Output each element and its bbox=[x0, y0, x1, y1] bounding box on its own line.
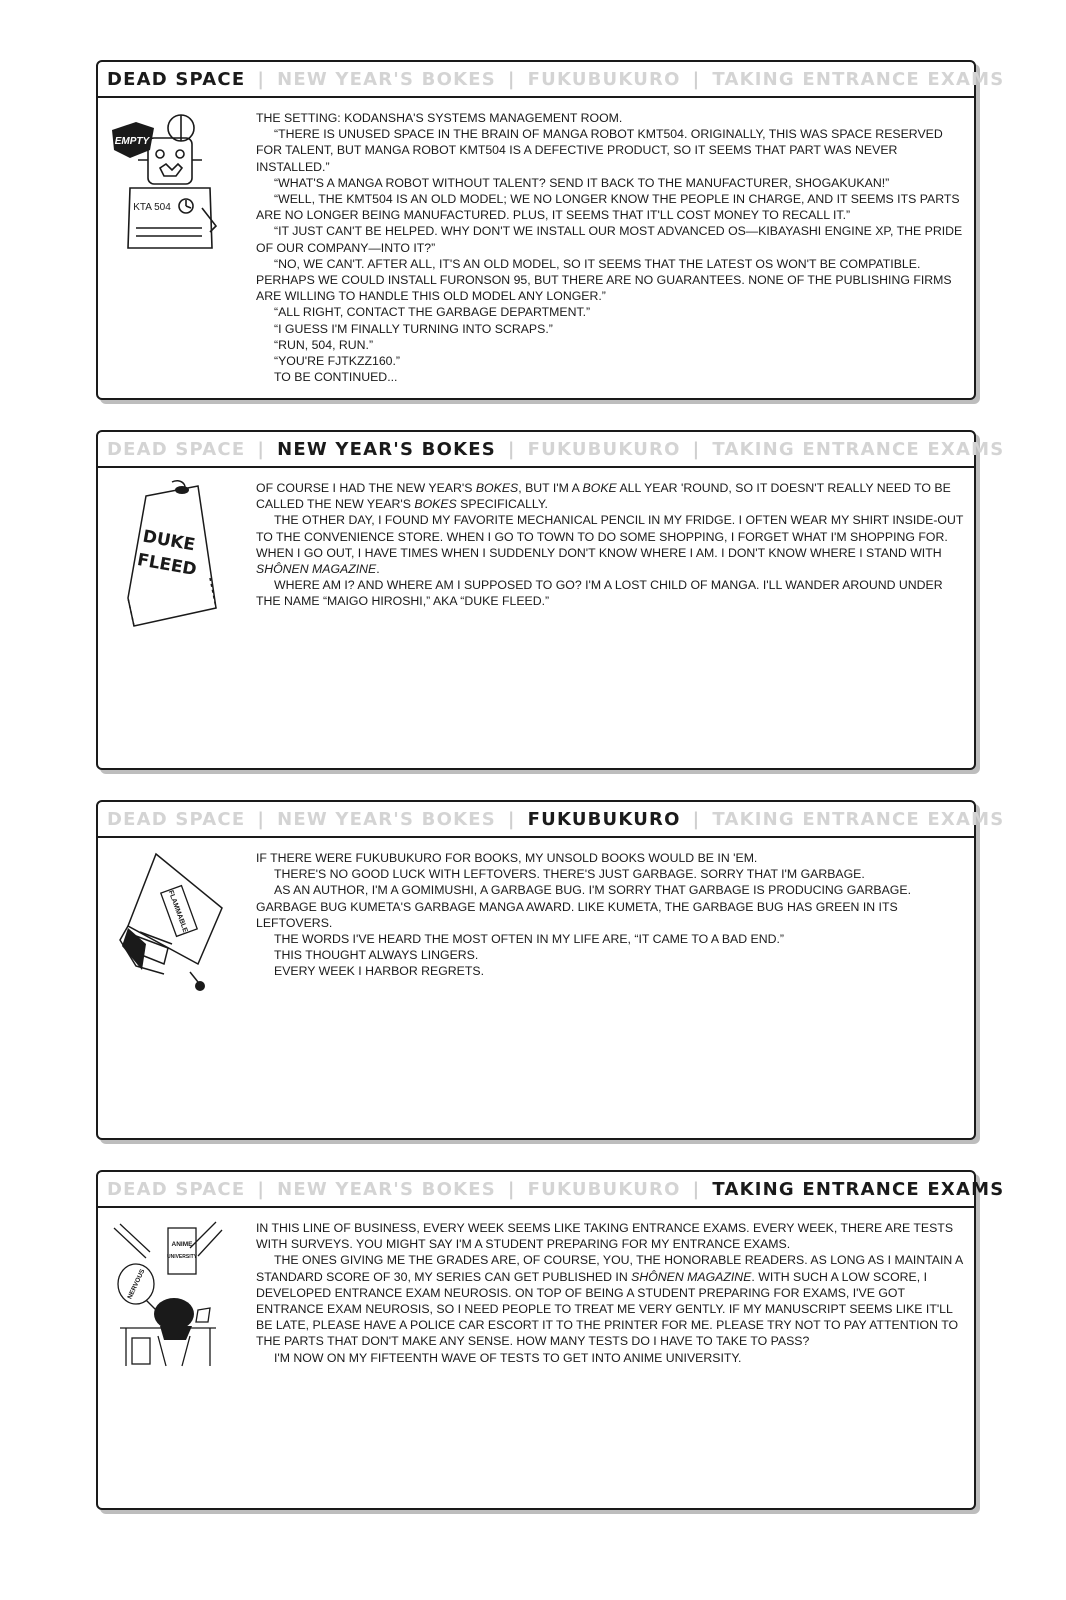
tab-taking-entrance-exams[interactable]: TAKING ENTRANCE EXAMS bbox=[712, 1178, 1005, 1200]
robot-illustration bbox=[106, 108, 224, 258]
duke-fleed-sign-illustration bbox=[106, 478, 224, 628]
paragraph: EVERY WEEK I HARBOR REGRETS. bbox=[274, 964, 485, 979]
tab-fukubukuro[interactable]: FUKUBUKURO bbox=[527, 68, 681, 90]
tab-taking-entrance-exams[interactable]: TAKING ENTRANCE EXAMS bbox=[712, 68, 1005, 90]
tab-separator: | bbox=[257, 438, 266, 460]
paragraph: “NO, WE CAN'T. AFTER ALL, IT'S AN OLD MODEL, SO IT SEEMS THAT THE LATEST OS WON'T BE COMPATIBLE. PERHAPS WE COULD INSTALL FURONSON 95, BUT THERE ARE NO GUARANTEES. NONE OF THE PUBLISHING FIRMS ARE WILLING TO HANDLE THIS OLD MODEL ANY LONGER.” bbox=[256, 256, 952, 304]
paragraph: OF COURSE I HAD THE NEW YEAR'S BOKES, BUT I'M A BOKE ALL YEAR 'ROUND, SO IT DOESN'T REALLY NEED TO BE CALLED THE NEW YEAR'S BOKES SPECIFICALLY. bbox=[256, 481, 951, 512]
robot-body-label: KTA 504 bbox=[133, 202, 171, 213]
tab-separator: | bbox=[692, 438, 701, 460]
tab-bar bbox=[98, 62, 1005, 98]
paragraph: “RUN, 504, RUN.” bbox=[274, 337, 374, 352]
garbage-bag-illustration bbox=[106, 848, 224, 998]
panel-dead-space bbox=[96, 60, 1005, 400]
tab-bar bbox=[98, 802, 1005, 838]
tab-separator: | bbox=[257, 68, 266, 90]
tab-new-years-bokes[interactable]: NEW YEAR'S BOKES bbox=[277, 68, 496, 90]
paragraph: THIS THOUGHT ALWAYS LINGERS. bbox=[274, 948, 479, 963]
tab-separator: | bbox=[692, 68, 701, 90]
paragraph: THE ONES GIVING ME THE GRADES ARE, OF COURSE, YOU, THE HONORABLE READERS. AS LONG AS I MAINTAIN A STANDARD SCORE OF 30, MY SERIES CAN GET PUBLISHED IN SHÔNEN MAGAZINE. WITH SUCH A LOW SCORE, I DEVELOPED ENTRANCE EXAM NEUROSIS. ON TOP OF BEING A STUDENT PREPARING FOR EXAMS, I'VE GOT ENTRANCE EXAM NEUROSIS, SO I NEED PEOPLE TO TREAT ME VERY GENTLY. IF MY MANUSCRIPT SEEMS LIKE IT'LL BE LATE, PLEASE HAVE A POLICE CAR ESCORT IT TO THE PRINTER FOR ME. PLEASE TRY NOT TO PAY ATTENTION TO THE PARTS THAT DON'T MAKE ANY SENSE. HOW MANY TESTS DO I HAVE TO TAKE TO PASS? bbox=[256, 1253, 963, 1349]
tab-bar bbox=[98, 1172, 1005, 1208]
tab-separator: | bbox=[507, 1178, 516, 1200]
dead-space-text bbox=[256, 110, 968, 385]
tab-dead-space[interactable]: DEAD SPACE bbox=[107, 438, 246, 460]
tab-new-years-bokes[interactable]: NEW YEAR'S BOKES bbox=[277, 808, 496, 830]
panel-fukubukuro bbox=[96, 800, 1005, 1140]
tab-taking-entrance-exams[interactable]: TAKING ENTRANCE EXAMS bbox=[712, 438, 1005, 460]
paragraph: “WHAT'S A MANGA ROBOT WITHOUT TALENT? SEND IT BACK TO THE MANUFACTURER, SHOGAKUKAN!” bbox=[274, 175, 890, 190]
entrance-exams-text bbox=[256, 1220, 968, 1366]
paragraph: I'M NOW ON MY FIFTEENTH WAVE OF TESTS TO GET INTO ANIME UNIVERSITY. bbox=[274, 1350, 742, 1365]
paragraph: “THERE IS UNUSED SPACE IN THE BRAIN OF MANGA ROBOT KMT504. ORIGINALLY, THIS WAS SPACE RESERVED FOR TALENT, BUT MANGA ROBOT KMT504 IS A DEFECTIVE PRODUCT, SO IT SEEMS THAT PART WAS NEVER INSTALLED.” bbox=[256, 127, 943, 174]
empty-bubble-label: EMPTY bbox=[114, 136, 150, 147]
tab-bar bbox=[98, 432, 1005, 468]
tab-separator: | bbox=[507, 438, 516, 460]
paragraph: TO BE CONTINUED... bbox=[274, 370, 398, 385]
tab-fukubukuro[interactable]: FUKUBUKURO bbox=[527, 1178, 681, 1200]
paragraph: “ALL RIGHT, CONTACT THE GARBAGE DEPARTMENT.” bbox=[274, 305, 591, 320]
paragraph: WHERE AM I? AND WHERE AM I SUPPOSED TO GO? I'M A LOST CHILD OF MANGA. I'LL WANDER AROUND UNDER THE NAME “MAIGO HIROSHI,” AKA “DUKE FLEED.” bbox=[256, 578, 943, 609]
flammable-tag-label: FLAMMABLE bbox=[166, 889, 189, 934]
paragraph: AS AN AUTHOR, I'M A GOMIMUSHI, A GARBAGE BUG. I'M SORRY THAT GARBAGE IS PRODUCING GARBAGE. GARBAGE BUG KUMETA'S GARBAGE MANGA AWARD. LIKE KUMETA, THE GARBAGE BUG HAS GREEN IN ITS LEFTOVERS. bbox=[256, 883, 911, 930]
panel-taking-entrance-exams bbox=[96, 1170, 1005, 1510]
sign-text-fleed: FLEED bbox=[135, 550, 199, 581]
paragraph: “YOU'RE FJTKZZ160.” bbox=[274, 354, 401, 369]
new-years-bokes-text bbox=[256, 480, 968, 610]
tab-new-years-bokes[interactable]: NEW YEAR'S BOKES bbox=[277, 1178, 496, 1200]
paragraph: “WELL, THE KMT504 IS AN OLD MODEL; WE NO LONGER KNOW THE PEOPLE IN CHARGE, AND IT SEEMS ITS PARTS ARE NO LONGER BEING MANUFACTURED. PLUS, IT SEEMS THAT IT'LL COST MONEY TO RECALL IT.” bbox=[256, 192, 960, 223]
tab-fukubukuro[interactable]: FUKUBUKURO bbox=[527, 808, 681, 830]
paragraph: THE WORDS I'VE HEARD THE MOST OFTEN IN MY LIFE ARE, “IT CAME TO A BAD END.” bbox=[274, 932, 785, 947]
tab-separator: | bbox=[692, 808, 701, 830]
anime-sign-line1: ANIME bbox=[171, 1241, 193, 1248]
paragraph: IF THERE WERE FUKUBUKURO FOR BOOKS, MY UNSOLD BOOKS WOULD BE IN 'EM. bbox=[256, 851, 758, 865]
tab-dead-space[interactable]: DEAD SPACE bbox=[107, 68, 246, 90]
tab-fukubukuro[interactable]: FUKUBUKURO bbox=[527, 438, 681, 460]
tab-new-years-bokes[interactable]: NEW YEAR'S BOKES bbox=[277, 438, 496, 460]
tab-separator: | bbox=[507, 68, 516, 90]
paragraph: THERE'S NO GOOD LUCK WITH LEFTOVERS. THERE'S JUST GARBAGE. SORRY THAT I'M GARBAGE. bbox=[274, 867, 865, 882]
fukubukuro-text bbox=[256, 850, 968, 980]
paragraph: “IT JUST CAN'T BE HELPED. WHY DON'T WE INSTALL OUR MOST ADVANCED OS—KIBAYASHI ENGINE XP, THE PRIDE OF OUR COMPANY—INTO IT?” bbox=[256, 224, 963, 255]
tab-separator: | bbox=[692, 1178, 701, 1200]
paragraph: IN THIS LINE OF BUSINESS, EVERY WEEK SEEMS LIKE TAKING ENTRANCE EXAMS. EVERY WEEK, THERE ARE TESTS WITH SURVEYS. YOU MIGHT SAY I'M A STUDENT PREPARING FOR MY ENTRANCE EXAMS. bbox=[256, 1221, 954, 1252]
tab-separator: | bbox=[507, 808, 516, 830]
student-desk-illustration bbox=[106, 1218, 224, 1368]
panel-new-years-bokes bbox=[96, 430, 1005, 770]
tab-separator: | bbox=[257, 808, 266, 830]
tab-separator: | bbox=[257, 1178, 266, 1200]
paragraph: THE OTHER DAY, I FOUND MY FAVORITE MECHANICAL PENCIL IN MY FRIDGE. I OFTEN WEAR MY SHIRT INSIDE-OUT TO THE CONVENIENCE STORE. WHEN I GO TO TOWN TO DO SOME SHOPPING, I FORGET WHAT I'M SHOPPING FOR. WHEN I GO OUT, I HAVE TIMES WHEN I SUDDENLY DON'T KNOW WHERE I AM. I DON'T KNOW WHERE I STAND WITH SHÔNEN MAGAZINE. bbox=[256, 513, 964, 577]
paragraph: THE SETTING: KODANSHA'S SYSTEMS MANAGEMENT ROOM. bbox=[256, 111, 623, 125]
sign-text-duke: DUKE bbox=[141, 526, 197, 556]
anime-sign-line2: UNIVERSITY bbox=[166, 1254, 198, 1260]
tab-dead-space[interactable]: DEAD SPACE bbox=[107, 1178, 246, 1200]
nervous-bubble-label: NERVOUS bbox=[126, 1268, 147, 1301]
tab-taking-entrance-exams[interactable]: TAKING ENTRANCE EXAMS bbox=[712, 808, 1005, 830]
tab-dead-space[interactable]: DEAD SPACE bbox=[107, 808, 246, 830]
paragraph: “I GUESS I'M FINALLY TURNING INTO SCRAPS.” bbox=[274, 321, 553, 336]
